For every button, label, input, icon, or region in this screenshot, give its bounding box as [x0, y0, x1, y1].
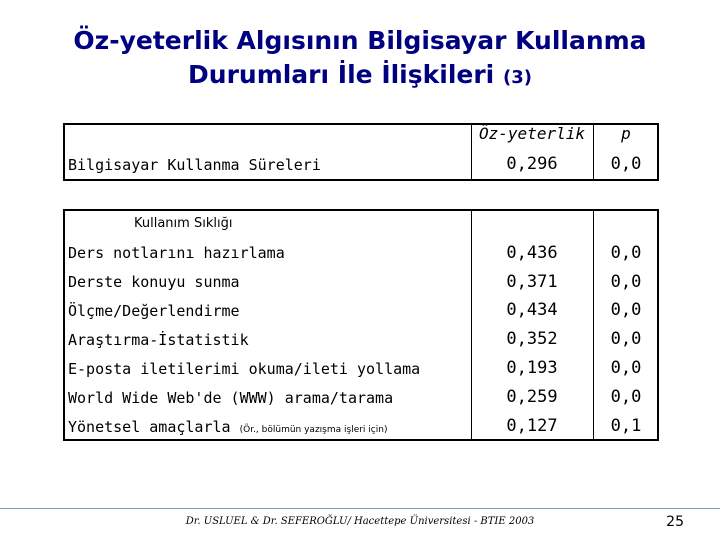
row-label: Ders notlarını hazırlama: [68, 244, 285, 262]
row-label: Ölçme/Değerlendirme: [68, 302, 240, 320]
row-label: Derste konuyu sunma: [68, 273, 240, 291]
row-value-2: 0,0: [610, 272, 642, 292]
row-value-2: 0,0: [610, 387, 642, 407]
top-row-value-2: 0,0: [610, 154, 642, 174]
section-label: Kullanım Sıklığı: [134, 216, 233, 231]
slide-title: [0, 24, 720, 95]
row-value-1: 0,371: [506, 272, 558, 292]
col-header-self-efficacy: Öz-yeterlik: [479, 124, 585, 143]
col-header-p: p: [621, 124, 631, 143]
row-label: E-posta iletilerimi okuma/ileti yollama: [68, 360, 421, 378]
row-label: Araştırma-İstatistik: [68, 331, 249, 349]
row-label-note: (Ör., bölümün yazışma işleri için): [239, 425, 388, 435]
row-value-2: 0,0: [610, 300, 642, 320]
page-number: 25: [666, 514, 684, 530]
row-value-2: 0,1: [610, 416, 642, 436]
row-label: World Wide Web'de (WWW) arama/tarama: [68, 389, 394, 407]
row-value-2: 0,0: [610, 329, 642, 349]
row-value-2: 0,0: [610, 358, 642, 378]
title-suffix: (3): [502, 67, 532, 88]
top-row-label: Bilgisayar Kullanma Süreleri: [68, 156, 321, 174]
title-line-2-text: Durumları İle İlişkileri: [188, 60, 495, 89]
title-line-2: [0, 58, 720, 95]
title-line-1: Öz-yeterlik Algısının Bilgisayar Kullanma: [73, 26, 647, 55]
footer-credit: Dr. USLUEL & Dr. SEFEROĞLU/ Hacettepe Üniversitesi - BTIE 2003: [185, 516, 535, 527]
row-value-1: 0,259: [506, 387, 558, 407]
row-value-1: 0,193: [506, 358, 558, 378]
row-value-1: 0,434: [506, 300, 558, 320]
top-row-value-1: 0,296: [506, 154, 558, 174]
row-value-1: 0,127: [506, 416, 558, 436]
row-value-1: 0,352: [506, 329, 558, 349]
row-label-text: Yönetsel amaçlarla: [68, 418, 231, 436]
row-value-1: 0,436: [506, 243, 558, 263]
row-label: [68, 418, 387, 439]
row-value-2: 0,0: [610, 243, 642, 263]
footer-divider: [0, 508, 720, 509]
